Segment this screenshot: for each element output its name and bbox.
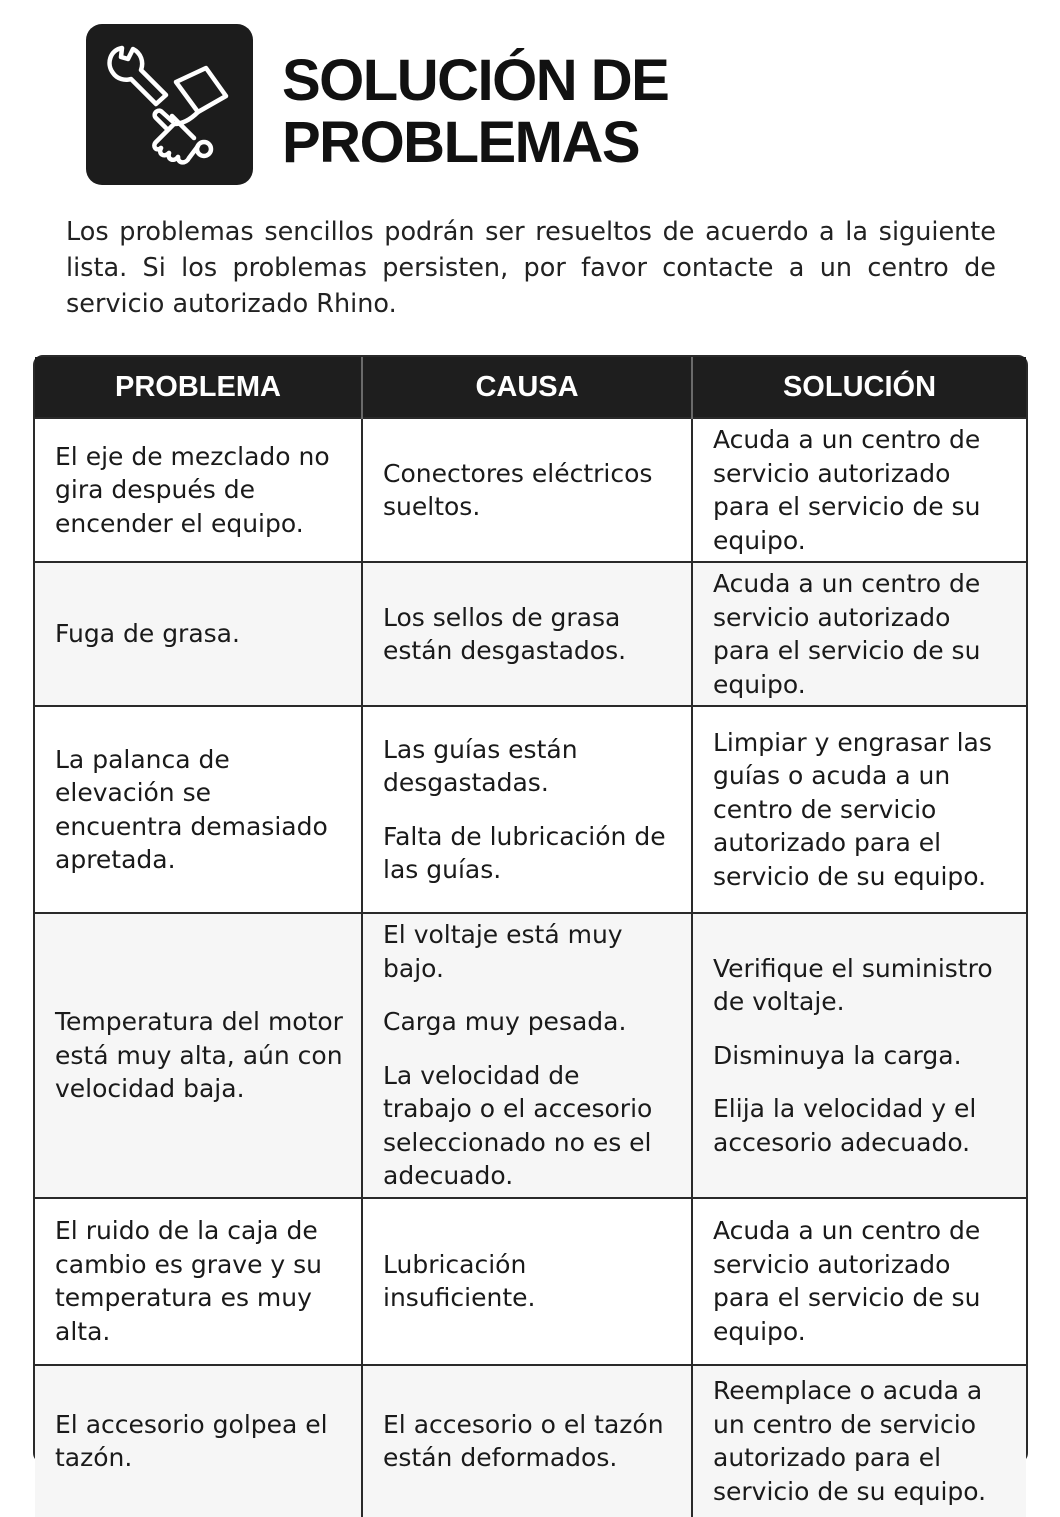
column-header-problema: PROBLEMA [35,357,362,418]
cause-text: La velocidad de trabajo o el accesorio seleccionado no es el adecuado. [383,1060,653,1190]
solution-cell [692,418,1026,562]
cause-text: El voltaje está muy bajo. [383,920,623,983]
column-header-causa: CAUSA [362,357,692,418]
table-row [35,1198,1026,1365]
problem-cell: Temperatura del motor está muy alta, aún con velocidad baja. [35,913,362,1198]
table-row [35,1365,1026,1517]
title-line-2: PROBLEMAS [282,110,640,175]
cause-text: El accesorio o el tazón están deformados. [383,1409,664,1472]
cause-text: Las guías están desgastadas. [383,734,578,797]
page-title [282,50,668,174]
table-row [35,706,1026,913]
cause-text: Lubricación insuficiente. [383,1249,536,1312]
solution-text: Limpiar y engrasar las guías o acuda a un centro de servicio autorizado para el servicio de su equipo. [713,727,992,891]
solution-text: Acuda a un centro de servicio autorizado para el servicio de su equipo. [713,569,981,699]
cause-cell [362,562,692,706]
table-row [35,418,1026,562]
solution-text: Elija la velocidad y el accesorio adecuado. [713,1094,977,1157]
solution-cell [692,1198,1026,1365]
problem-cell: Fuga de grasa. [35,562,362,706]
table-row [35,913,1026,1198]
cause-cell [362,706,692,913]
problem-cell: El ruido de la caja de cambio es grave y su temperatura es muy alta. [35,1198,362,1365]
solution-cell [692,562,1026,706]
solution-text: Reemplace o acuda a un centro de servicio autorizado para el servicio de su equipo. [713,1376,987,1506]
cause-cell [362,1365,692,1517]
cause-cell [362,913,692,1198]
cause-cell [362,418,692,562]
intro-paragraph: Los problemas sencillos podrán ser resueltos de acuerdo a la siguiente lista. Si los problemas persisten, por favor contacte a un centro de servicio autorizado Rhino. [66,217,996,319]
solution-cell [692,913,1026,1198]
cause-text: Carga muy pesada. [383,1007,627,1036]
solution-cell [692,706,1026,913]
problem-cell: El eje de mezclado no gira después de encender el equipo. [35,418,362,562]
table-row [35,562,1026,706]
table-header-row [35,357,1026,418]
cause-text: Falta de lubricación de las guías. [383,821,666,884]
solution-text: Acuda a un centro de servicio autorizado para el servicio de su equipo. [713,425,981,555]
title-line-1: SOLUCIÓN DE [282,48,669,113]
troubleshooting-table [33,355,1028,1506]
cause-text: Conectores eléctricos sueltos. [383,458,653,521]
cause-text: Los sellos de grasa están desgastados. [383,602,627,665]
logo-badge [86,24,253,185]
solution-cell [692,1365,1026,1517]
cause-cell [362,1198,692,1365]
solution-text: Disminuya la carga. [713,1040,962,1070]
problem-cell: El accesorio golpea el tazón. [35,1365,362,1517]
page-header [86,24,986,186]
solution-text: Verifique el suministro de voltaje. [713,953,993,1016]
solution-text: Acuda a un centro de servicio autorizado para el servicio de su equipo. [713,1216,981,1346]
problem-cell: La palanca de elevación se encuentra demasiado apretada. [35,706,362,913]
column-header-solucion: SOLUCIÓN [692,357,1026,418]
wrench-in-hand-icon [86,24,253,185]
